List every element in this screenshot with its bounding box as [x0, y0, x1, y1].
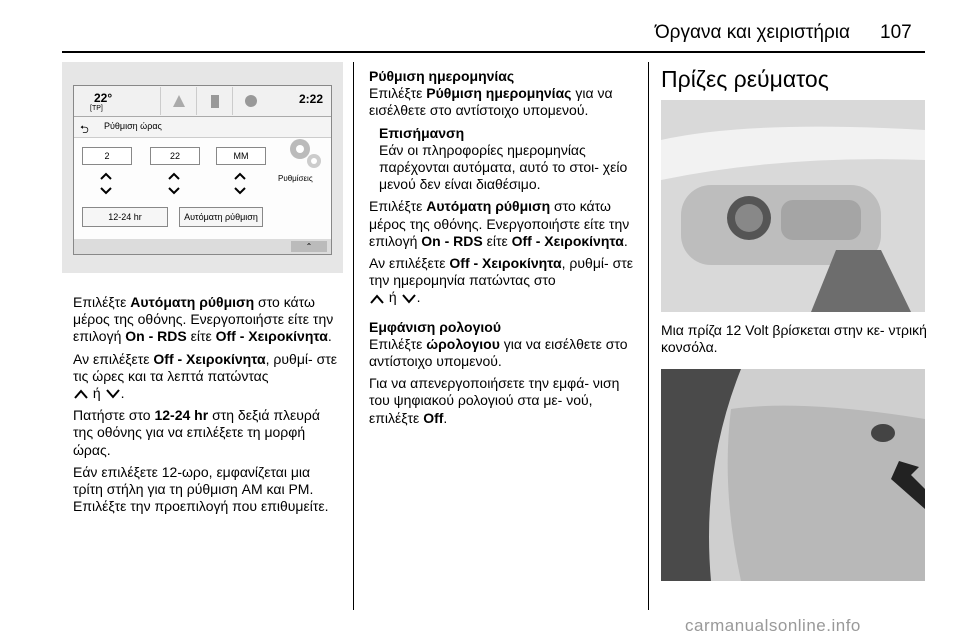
note-box	[379, 125, 635, 194]
screen-bottom-bar	[74, 239, 331, 254]
middle-column	[369, 68, 635, 432]
clock-settings-screen	[73, 85, 332, 255]
screen-temperature: 22°	[94, 91, 113, 105]
ampm-down-icon[interactable]	[233, 186, 247, 196]
note-title: Επισήμανση	[379, 124, 465, 141]
left-para-1: Επιλέξτε Αυτόματη ρύθμιση στο κάτω μέρος της οθόνης. Ενεργοποιήστε είτε την επιλογή On - RDS είτε Off - Χειροκίνητα.	[73, 294, 334, 345]
column-divider-2	[648, 62, 649, 610]
power-outlets-heading: Πρίζες ρεύματος	[661, 66, 829, 92]
left-para-3: Πατήστε στο 12-24 hr στη δεξιά πλευρά της οθόνης για να επιλέξετε τη μορφή ώρας.	[73, 407, 320, 458]
info-icon	[232, 87, 269, 115]
settings-label[interactable]: Ρυθμίσεις	[278, 174, 313, 183]
screen-time: 2:22	[298, 92, 323, 106]
left-para-2: Αν επιλέξετε Off - Χειροκίνητα, ρυθμί- στε τις ώρες και τα λεπτά πατώντας ή .	[73, 350, 337, 402]
chevron-up-icon	[73, 388, 89, 400]
watermark: carmanualsonline.info	[685, 616, 861, 635]
clock-heading: Εμφάνιση ρολογιού	[369, 318, 501, 335]
screen-tp-label: [TP]	[90, 105, 103, 112]
page-number: 107	[880, 22, 912, 43]
left-para-4: Εάν επιλέξετε 12-ωρο, εμφανίζεται μια τρίτη στήλη για τη ρύθμιση AM και PM. Επιλέξτε την προεπιλογή που επιθυμείτε.	[73, 463, 329, 515]
ampm-field: MM	[216, 147, 266, 165]
left-column	[73, 294, 341, 520]
console-outlet-photo	[661, 100, 925, 312]
header-rule	[62, 51, 925, 53]
screen-subtitle: Ρύθμιση ώρας	[104, 121, 162, 131]
mid-para-4: Επιλέξτε ώρολογιου για να εισέλθετε στο αντίστοιχο υπομενού.	[369, 335, 628, 370]
ampm-up-icon[interactable]	[233, 171, 247, 181]
screen-status-bar	[74, 86, 331, 117]
btn-auto-set[interactable]: Αυτόματη ρύθμιση	[179, 207, 263, 227]
hour-field: 2	[82, 147, 132, 165]
nav-icon	[160, 87, 197, 115]
minute-up-icon[interactable]	[167, 171, 181, 181]
date-heading: Ρύθμιση ημερομηνίας	[369, 68, 515, 84]
mid-para-3: Αν επιλέξετε Off - Χειροκίνητα, ρυθμί- στε την ημερομηνία πατώντας στο ή .	[369, 255, 633, 306]
outlet-caption: Μια πρίζα 12 Volt βρίσκεται στην κε- ντρική κονσόλα.	[661, 322, 927, 356]
right-column-caption	[661, 322, 927, 361]
chevron-up-icon	[369, 293, 385, 305]
collapse-icon[interactable]: ⌃	[291, 241, 327, 252]
hour-up-icon[interactable]	[99, 171, 113, 181]
minute-down-icon[interactable]	[167, 186, 181, 196]
trunk-outlet-photo	[661, 369, 925, 581]
chevron-down-icon	[401, 293, 417, 305]
back-arrow-icon[interactable]: ⮌	[80, 124, 89, 136]
mid-para-5: Για να απενεργοποιήσετε την εμφά- νιση του ψηφιακού ρολογιού στα με- νού, επιλέξτε Off.	[369, 375, 620, 426]
hour-down-icon[interactable]	[99, 186, 113, 196]
mid-para-2: Επιλέξτε Αυτόματη ρύθμιση στο κάτω μέρος της οθόνης. Ενεργοποιήστε είτε την επιλογή On - RDS είτε Off - Χειροκίνητα.	[369, 198, 630, 249]
minute-field: 22	[150, 147, 200, 165]
note-text: Εάν οι πληροφορίες ημερομηνίας παρέχονται αυτόματα, αυτό το στοι- χείο μενού δεν είναι διαθέσιμο.	[379, 141, 628, 193]
phone-icon	[196, 87, 233, 115]
btn-12-24-hr[interactable]: 12-24 hr	[82, 207, 168, 227]
chevron-down-icon	[105, 388, 121, 400]
mid-para-1: Επιλέξτε Ρύθμιση ημερομηνίας για να εισέλθετε στο αντίστοιχο υπομενού.	[369, 85, 613, 119]
column-divider-1	[353, 62, 354, 610]
running-header-title: Όργανα και χειριστήρια	[654, 22, 850, 43]
